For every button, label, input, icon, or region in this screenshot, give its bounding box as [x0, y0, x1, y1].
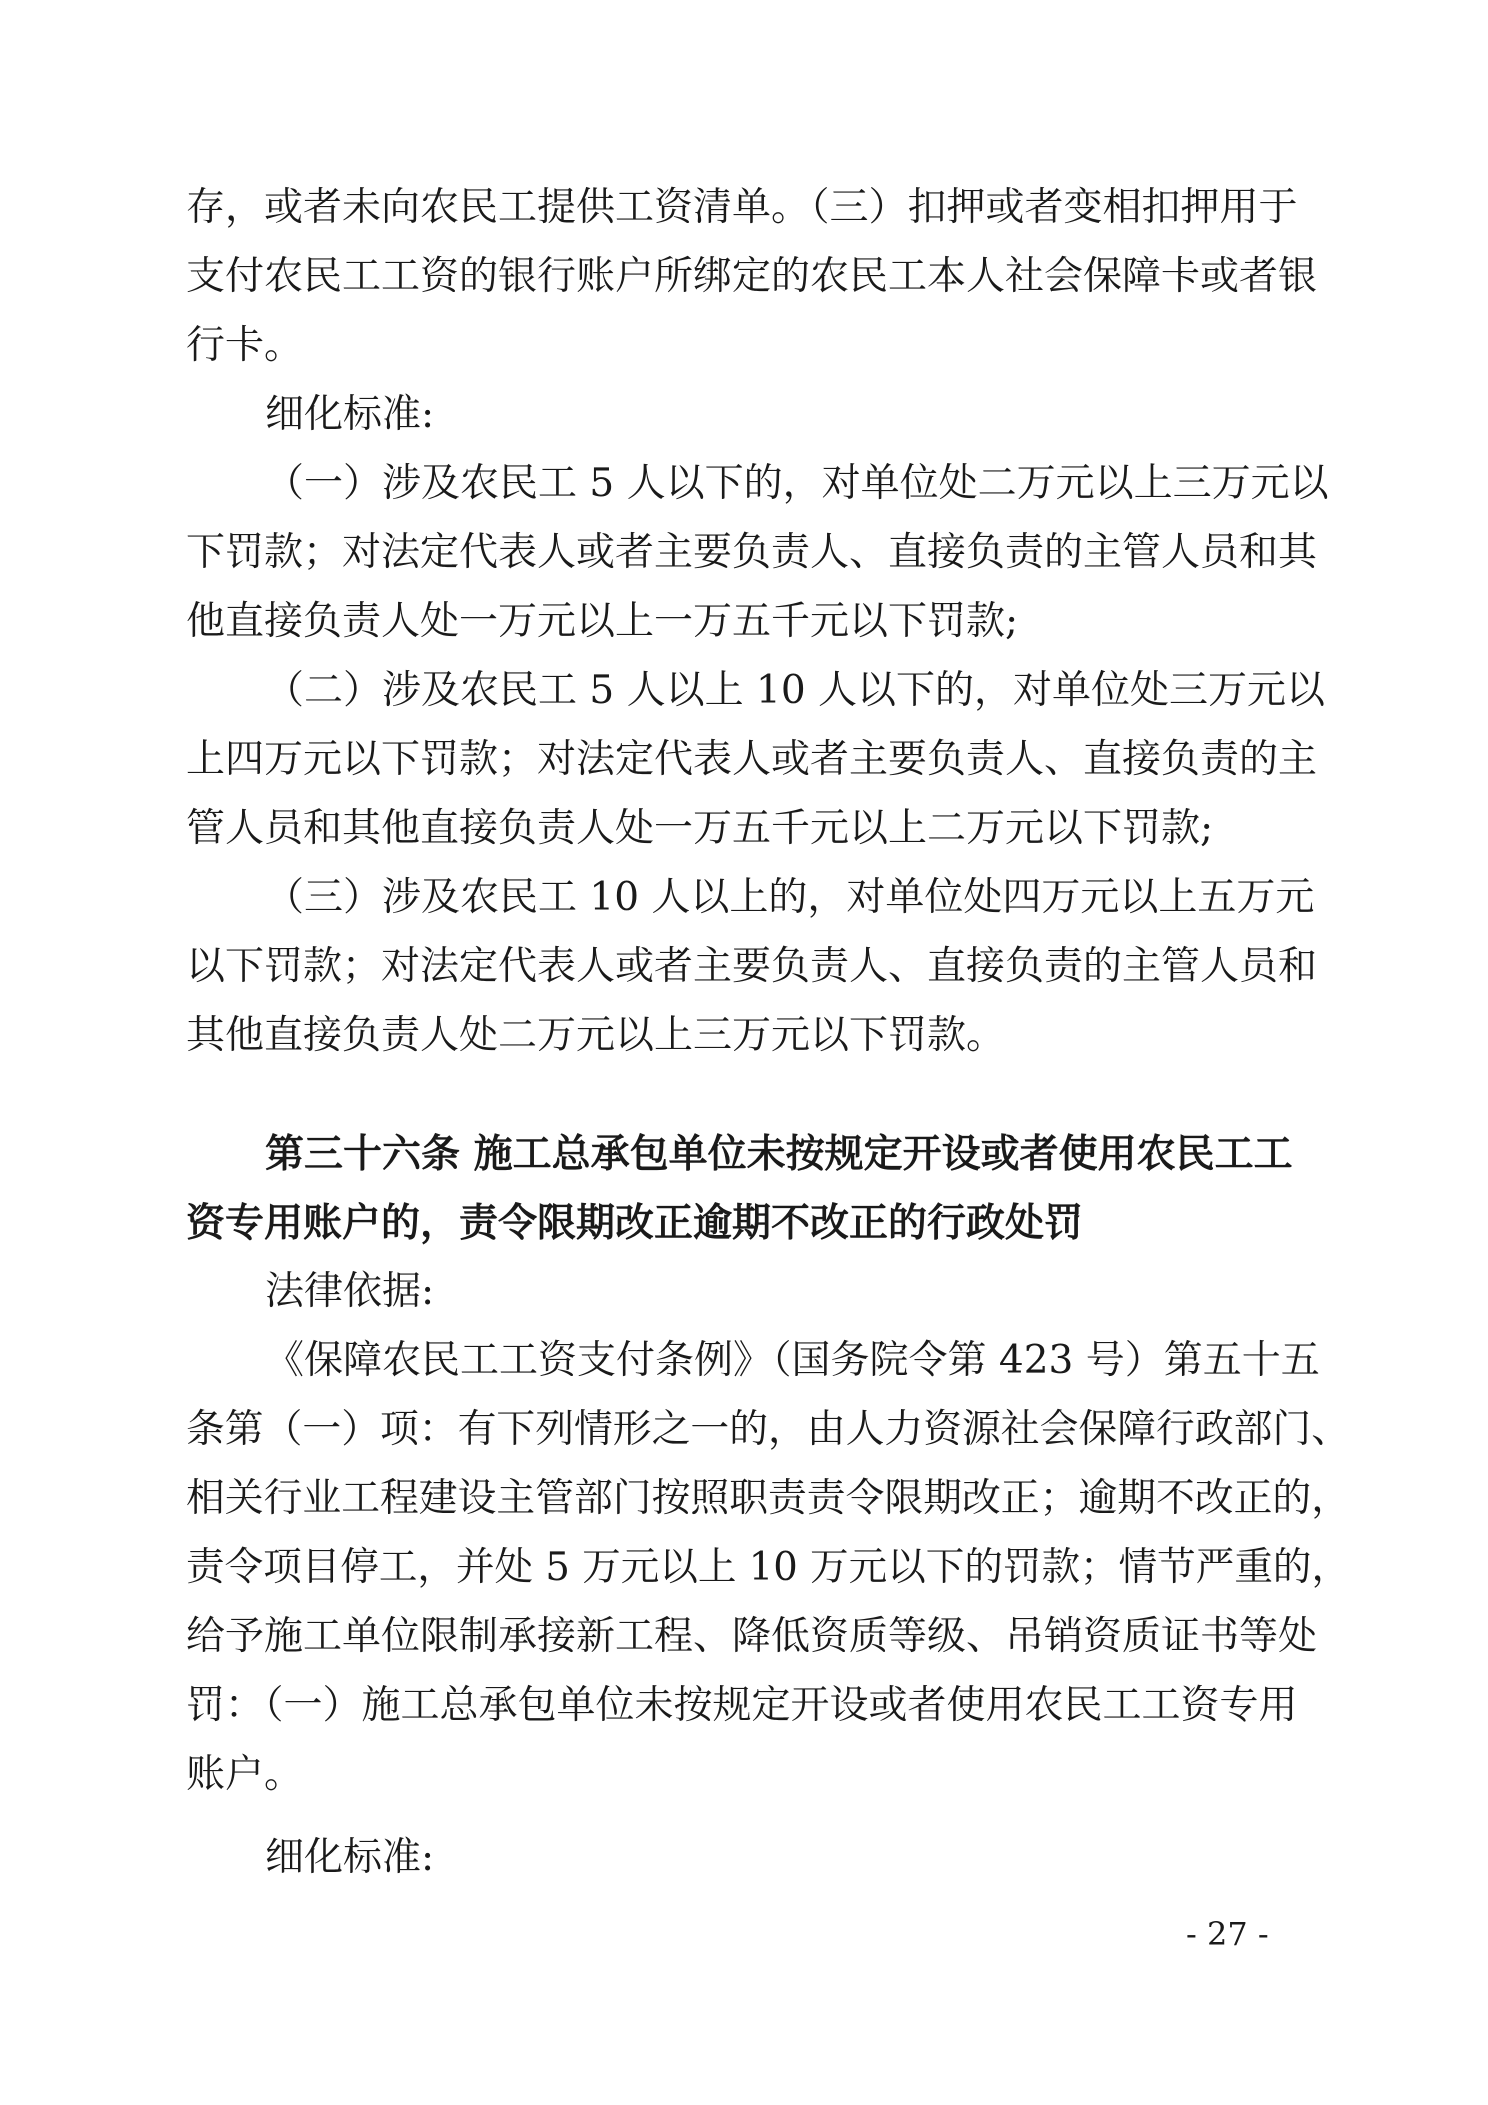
article-36-heading-line-2 — [0, 1189, 1488, 1257]
subheading-detail-standard-2-text: 细化标准: — [265, 1835, 435, 1880]
text-line-6-text: 下罚款；对法定代表人或者主要负责人、直接负责的主管人员和其 — [186, 530, 1318, 575]
text-line-22-text: 罚：（一）施工总承包单位未按规定开设或者使用农民工工资专用 — [186, 1683, 1298, 1728]
article-36-heading-line-1-text: 第三十六条 施工总承包单位未按规定开设或者使用农民工工 — [265, 1131, 1293, 1177]
text-line-11 — [0, 864, 1488, 932]
text-line-12 — [0, 933, 1488, 1001]
text-line-2 — [0, 243, 1488, 311]
text-line-11-text: （三）涉及农民工 10 人以上的，对单位处四万元以上五万元 — [265, 875, 1315, 920]
text-line-21-text: 给予施工单位限制承接新工程、降低资质等级、吊销资质证书等处 — [186, 1614, 1318, 1659]
subheading-detail-standard-1-text: 细化标准: — [265, 392, 435, 437]
page-number: - 27 - — [1186, 1915, 1269, 1953]
text-line-13 — [0, 1002, 1488, 1070]
text-line-20-text: 责令项目停工，并处 5 万元以上 10 万元以下的罚款；情节严重的， — [186, 1545, 1351, 1590]
text-line-17-text: 《保障农民工工资支付条例》（国务院令第 423 号）第五十五 — [265, 1338, 1320, 1383]
text-line-10-text: 管人员和其他直接负责人处一万五千元以上二万元以下罚款; — [186, 806, 1214, 851]
subheading-legal-basis — [0, 1258, 1488, 1326]
text-line-23 — [0, 1741, 1488, 1809]
text-line-5 — [0, 450, 1488, 518]
text-line-3 — [0, 312, 1488, 380]
text-line-19-text: 相关行业工程建设主管部门按照职责责令限期改正；逾期不改正的， — [186, 1476, 1351, 1521]
text-line-10 — [0, 795, 1488, 863]
subheading-detail-standard-1 — [0, 381, 1488, 449]
text-line-12-text: 以下罚款；对法定代表人或者主要负责人、直接负责的主管人员和 — [186, 944, 1318, 989]
text-line-21 — [0, 1603, 1488, 1671]
text-line-22 — [0, 1672, 1488, 1740]
text-line-9 — [0, 726, 1488, 794]
text-line-9-text: 上四万元以下罚款；对法定代表人或者主要负责人、直接负责的主 — [186, 737, 1318, 782]
text-line-3-text: 行卡。 — [186, 323, 304, 368]
text-line-5-text: （一）涉及农民工 5 人以下的，对单位处二万元以上三万元以 — [265, 461, 1329, 506]
text-line-18-text: 条第（一）项：有下列情形之一的，由人力资源社会保障行政部门、 — [186, 1407, 1351, 1452]
text-line-7-text: 他直接负责人处一万元以上一万五千元以下罚款; — [186, 599, 1019, 644]
text-line-7 — [0, 588, 1488, 656]
text-line-8-text: （二）涉及农民工 5 人以上 10 人以下的，对单位处三万元以 — [265, 668, 1326, 713]
text-line-13-text: 其他直接负责人处二万元以上三万元以下罚款。 — [186, 1013, 1006, 1058]
text-line-2-text: 支付农民工工资的银行账户所绑定的农民工本人社会保障卡或者银 — [186, 254, 1318, 299]
subheading-detail-standard-2 — [0, 1824, 1488, 1892]
article-36-heading-line-2-text: 资专用账户的，责令限期改正逾期不改正的行政处罚 — [186, 1200, 1084, 1246]
text-line-23-text: 账户。 — [186, 1752, 304, 1797]
text-line-20 — [0, 1534, 1488, 1602]
subheading-legal-basis-text: 法律依据: — [265, 1269, 435, 1314]
text-line-1-text: 存，或者未向农民工提供工资清单。（三）扣押或者变相扣押用于 — [186, 185, 1298, 230]
text-line-1 — [0, 174, 1488, 242]
text-line-6 — [0, 519, 1488, 587]
text-line-8 — [0, 657, 1488, 725]
article-36-heading-line-1 — [0, 1120, 1488, 1188]
text-line-17 — [0, 1327, 1488, 1395]
text-line-19 — [0, 1465, 1488, 1533]
text-line-18 — [0, 1396, 1488, 1464]
